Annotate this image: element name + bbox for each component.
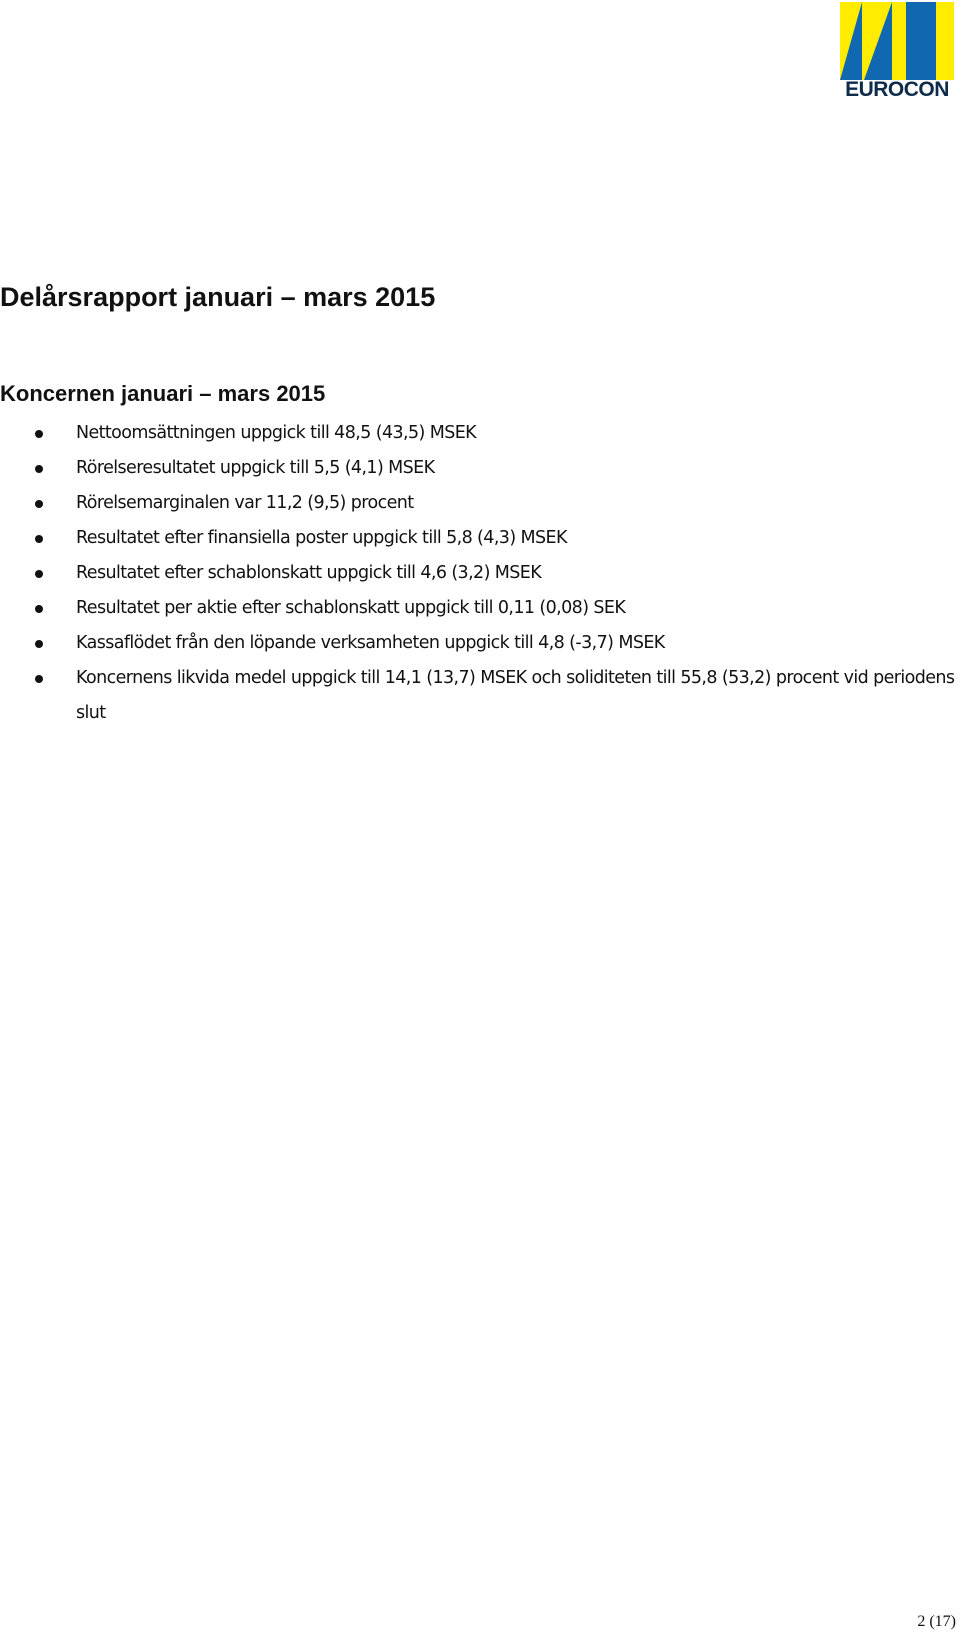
list-item — [0, 626, 956, 661]
bullet-icon — [35, 430, 43, 438]
eurocon-logo — [838, 2, 956, 100]
highlights-list — [0, 416, 960, 731]
eurocon-logo-mark-icon — [840, 2, 954, 80]
list-item-text: Resultatet efter finansiella poster uppgick till 5,8 (4,3) MSEK — [76, 528, 567, 548]
list-item — [0, 416, 956, 451]
list-item-text: Resultatet per aktie efter schablonskatt uppgick till 0,11 (0,08) SEK — [76, 598, 626, 618]
list-item-text: Koncernens likvida medel uppgick till 14,1 (13,7) MSEK och soliditeten till 55,8 (53,2) procent vid periodens slut — [76, 668, 955, 723]
bullet-icon — [35, 675, 43, 683]
bullet-icon — [35, 640, 43, 648]
list-item — [0, 521, 956, 556]
list-item — [0, 556, 956, 591]
bullet-icon — [35, 465, 43, 473]
list-item — [0, 661, 956, 731]
list-item-text: Resultatet efter schablonskatt uppgick till 4,6 (3,2) MSEK — [76, 563, 542, 583]
list-item — [0, 486, 956, 521]
bullet-icon — [35, 570, 43, 578]
list-item-text: Rörelseresultatet uppgick till 5,5 (4,1) MSEK — [76, 458, 435, 478]
document-title: Delårsrapport januari – mars 2015 — [0, 282, 436, 312]
bullet-icon — [35, 500, 43, 508]
page-number: 2 (17) — [917, 1613, 956, 1630]
list-item — [0, 591, 956, 626]
logo-blue-column — [906, 2, 936, 80]
bullet-icon — [35, 535, 43, 543]
logo-wordmark: EUROCON — [845, 78, 949, 101]
section-heading: Koncernen januari – mars 2015 — [0, 381, 326, 406]
list-item-text: Nettoomsättningen uppgick till 48,5 (43,5) MSEK — [76, 423, 477, 443]
list-item-text: Rörelsemarginalen var 11,2 (9,5) procent — [76, 493, 414, 513]
list-item-text: Kassaflödet från den löpande verksamheten uppgick till 4,8 (-3,7) MSEK — [76, 633, 665, 653]
list-item — [0, 451, 956, 486]
bullet-icon — [35, 605, 43, 613]
